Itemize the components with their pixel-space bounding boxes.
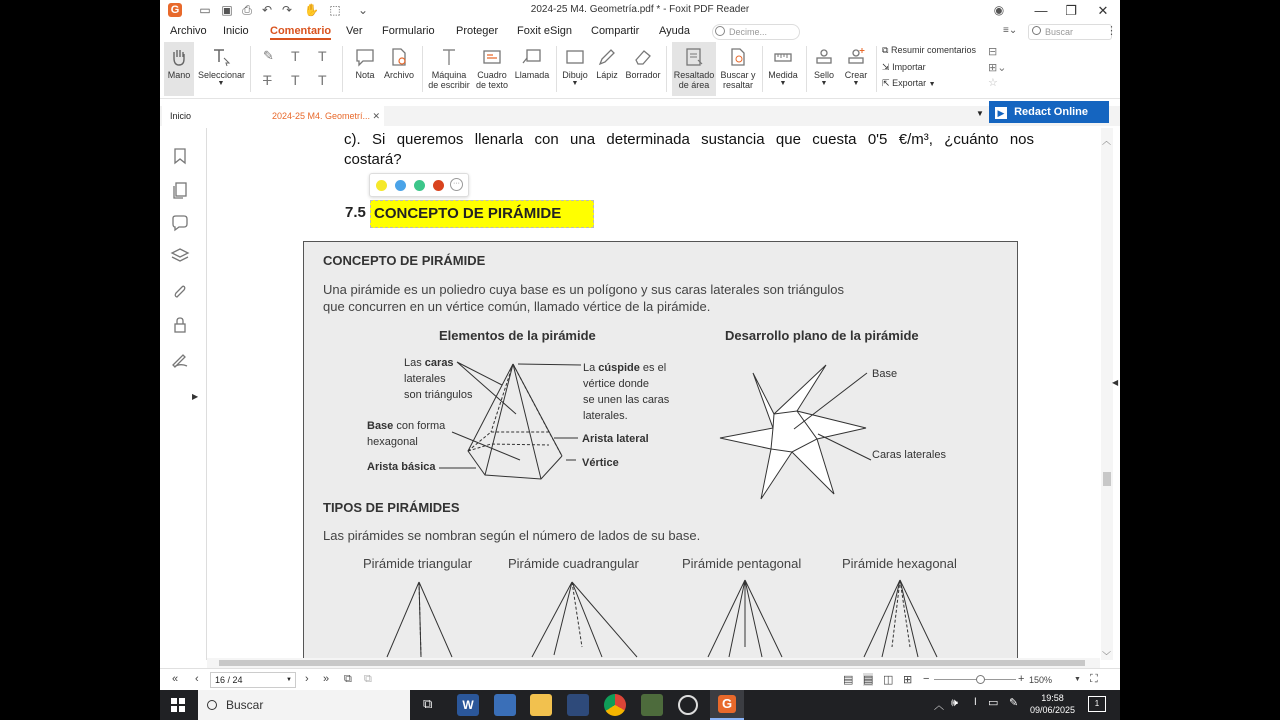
- title-bar: [160, 0, 1120, 22]
- attachment-icon[interactable]: [170, 281, 190, 301]
- eraser-label: Borrador: [625, 70, 661, 80]
- typewriter-button[interactable]: [426, 42, 472, 96]
- minimize-button[interactable]: —: [1034, 3, 1048, 18]
- next-page-icon[interactable]: ›: [305, 673, 309, 685]
- zoom-chevron-down-icon[interactable]: ▼: [1074, 676, 1081, 683]
- color-swatch-green[interactable]: [414, 180, 425, 191]
- elements-title: Elementos de la pirámide: [439, 328, 596, 343]
- eraser-button[interactable]: [624, 42, 662, 96]
- ribbon-comentario: [160, 42, 1120, 99]
- note-button[interactable]: [350, 42, 380, 96]
- menu-formulario[interactable]: Formulario: [382, 25, 435, 37]
- account-icon[interactable]: ◉: [993, 3, 1005, 17]
- squiggly-text-icon[interactable]: T: [318, 48, 327, 64]
- highlight-color-picker: [369, 173, 469, 197]
- chevron-down-icon: ▼: [928, 81, 936, 88]
- import-icon: ⇲: [882, 62, 890, 72]
- navigation-panel: [160, 128, 207, 660]
- foxit-window: [160, 0, 1120, 690]
- zoom-in-icon[interactable]: +: [1018, 673, 1025, 685]
- area-highlight-label-1: Resaltado: [673, 70, 715, 80]
- facing-page-icon[interactable]: ◫: [883, 674, 894, 686]
- color-swatch-blue[interactable]: [395, 180, 406, 191]
- hand-tool-button[interactable]: [164, 42, 194, 96]
- color-swatch-red[interactable]: [433, 180, 444, 191]
- label-base-hexagonal: Base con forma hexagonal: [367, 420, 446, 448]
- ribbon-separator: [342, 46, 343, 92]
- windows-taskbar: [160, 690, 1120, 720]
- summarize-icon: ⧉: [882, 45, 889, 55]
- copy-page-icon[interactable]: ⧉: [344, 673, 352, 685]
- menu-comentario[interactable]: Comentario: [270, 25, 331, 40]
- import-button[interactable]: [882, 62, 926, 73]
- zoom-out-icon[interactable]: −: [923, 673, 930, 685]
- tab-document[interactable]: [264, 106, 384, 126]
- taskbar-search-label: Buscar: [226, 698, 264, 712]
- summarize-comments-button[interactable]: [882, 45, 976, 56]
- calculator-app-icon[interactable]: [494, 694, 516, 716]
- expand-panel-arrow-icon[interactable]: ▶: [192, 392, 199, 401]
- pin-icon[interactable]: ☆: [988, 77, 998, 89]
- stamp-button[interactable]: [810, 42, 838, 96]
- area-highlight-icon: [683, 46, 705, 68]
- underline-text-icon[interactable]: T: [291, 48, 300, 64]
- import-label: Importar: [892, 62, 926, 72]
- definition-line: que concurren en un vértice común, llamado vértice de la pirámide.: [323, 299, 711, 314]
- menu-ver[interactable]: Ver: [346, 25, 363, 37]
- create-stamp-label: Crear: [844, 70, 868, 80]
- document-tab-bar: [160, 106, 1120, 126]
- search-highlight-label-1: Buscar y: [720, 70, 756, 80]
- undo-icon[interactable]: ↶: [261, 3, 273, 17]
- word-app-icon[interactable]: W: [457, 694, 479, 716]
- window-title: 2024-25 M4. Geometría.pdf * - Foxit PDF Reader: [530, 4, 750, 15]
- label-arista-lateral: Arista lateral: [582, 433, 649, 445]
- measure-label: Medida: [768, 70, 798, 80]
- chrome-app-icon[interactable]: [604, 694, 626, 716]
- file-explorer-icon[interactable]: [530, 694, 552, 716]
- find-options-icon[interactable]: ≡⌄: [1003, 25, 1018, 36]
- signature-icon[interactable]: [170, 349, 190, 369]
- summarize-label: Resumir comentarios: [890, 45, 976, 55]
- lightbulb-icon: [715, 26, 725, 36]
- area-highlight-button[interactable]: [672, 42, 716, 96]
- vertical-scrollbar[interactable]: [1101, 128, 1113, 660]
- textbox-button[interactable]: [474, 42, 510, 96]
- comment-list-icon[interactable]: ⊟: [988, 46, 998, 58]
- clock-date: 09/06/2025: [1030, 705, 1076, 715]
- chevron-down-icon: ▼: [820, 80, 828, 87]
- more-options-icon[interactable]: ⋮: [1106, 25, 1117, 37]
- stamp-label: Sello: [813, 70, 834, 80]
- taskbar-search-box[interactable]: [198, 690, 410, 720]
- tab-list-chevron-icon[interactable]: ▼: [976, 109, 984, 118]
- section-title-highlighted[interactable]: CONCEPTO DE PIRÁMIDE: [370, 200, 594, 228]
- development-title: Desarrollo plano de la pirámide: [725, 328, 919, 343]
- app-icon[interactable]: [641, 694, 663, 716]
- tab-home[interactable]: Inicio: [162, 106, 266, 126]
- tell-me-input[interactable]: Decime...: [712, 24, 800, 40]
- hand-tool-label: Mano: [167, 70, 191, 80]
- label-star-caras: Caras laterales: [872, 449, 946, 461]
- search-icon: [1032, 26, 1041, 35]
- pyramid-name-quadrangular: Pirámide cuadrangular: [508, 556, 639, 571]
- select-text-icon: [210, 46, 232, 68]
- scroll-up-arrow-icon[interactable]: ︿: [1102, 136, 1112, 146]
- zoom-level[interactable]: 150%: [1029, 675, 1053, 685]
- definition-line: Una pirámide es un poliedro cuya base es un polígono y sus caras laterales son triángulos: [323, 282, 845, 297]
- zoom-slider-handle[interactable]: [976, 675, 985, 684]
- create-stamp-button[interactable]: [842, 42, 870, 96]
- ruler-icon: [772, 46, 794, 68]
- insert-text-icon[interactable]: T: [318, 72, 327, 88]
- typewriter-label-2: de escribir: [428, 80, 470, 90]
- pen-icon[interactable]: ✎: [1009, 697, 1019, 709]
- typewriter-icon: [438, 46, 460, 68]
- file-attachment-button[interactable]: [382, 42, 416, 96]
- eraser-icon: [632, 46, 654, 68]
- types-text: Las pirámides se nombran según el número de lados de su base.: [323, 528, 701, 543]
- menu-proteger[interactable]: Proteger: [456, 25, 499, 37]
- collapse-right-panel-icon[interactable]: ◀: [1112, 378, 1119, 387]
- clock-app-icon[interactable]: [678, 695, 698, 715]
- network-icon[interactable]: ▭: [988, 697, 999, 709]
- ribbon-separator: [666, 46, 667, 92]
- types-heading: TIPOS DE PIRÁMIDES: [323, 500, 460, 515]
- stamp-icon: [813, 46, 835, 68]
- clock-time: 19:58: [1041, 693, 1064, 703]
- speaker-icon[interactable]: 🕪: [951, 697, 958, 709]
- chevron-down-icon: ▼: [571, 80, 579, 87]
- microphone-icon[interactable]: ⏽: [971, 696, 980, 708]
- label-caras-laterales: Las caras laterales son triángulos: [404, 357, 473, 401]
- horizontal-scrollbar[interactable]: [207, 658, 1100, 668]
- textbox-label-1: Cuadro: [477, 70, 507, 80]
- pyramid-name-triangular: Pirámide triangular: [363, 556, 473, 571]
- pencil-button[interactable]: [592, 42, 622, 96]
- hand-tool-icon[interactable]: ✋: [304, 3, 319, 17]
- ribbon-separator: [876, 46, 877, 92]
- create-stamp-icon: [845, 46, 867, 68]
- page-view-icon[interactable]: ⧉: [364, 673, 372, 685]
- label-star-base: Base: [872, 368, 898, 380]
- section-number: 7.5: [345, 204, 366, 221]
- scroll-down-arrow-icon[interactable]: ﹀: [1102, 651, 1112, 661]
- page-number-input[interactable]: [210, 672, 296, 688]
- customize-chevron-down-icon[interactable]: ⌄: [357, 3, 369, 17]
- paragraph-line: c). Si queremos llenarla con una determinada sustancia que cuesta 0'5 €/m³, ¿cuánto nos: [344, 131, 1034, 148]
- textbox-icon: [481, 46, 503, 68]
- last-page-icon[interactable]: »: [323, 673, 330, 685]
- restore-button[interactable]: ❐: [1065, 3, 1077, 18]
- first-page-icon[interactable]: «: [172, 673, 179, 685]
- fullscreen-icon[interactable]: ⛶: [1090, 673, 1098, 685]
- close-button[interactable]: ✕: [1097, 3, 1109, 18]
- replace-text-icon[interactable]: T: [291, 72, 300, 88]
- open-folder-icon[interactable]: ▭: [199, 3, 211, 17]
- paragraph-line: costará?: [344, 151, 402, 168]
- search-highlight-button[interactable]: [718, 42, 758, 96]
- strikeout-text-icon[interactable]: T: [263, 72, 272, 88]
- continuous-page-icon[interactable]: ▤: [863, 674, 874, 686]
- file-attachment-label: Archivo: [383, 70, 414, 80]
- single-page-icon[interactable]: ▤: [843, 674, 854, 686]
- menu-inicio[interactable]: Inicio: [223, 25, 249, 37]
- search-highlight-icon: [727, 46, 749, 68]
- ribbon-separator: [762, 46, 763, 92]
- print-icon[interactable]: ⎙: [242, 3, 252, 17]
- menu-compartir[interactable]: Compartir: [591, 25, 640, 37]
- pages-icon[interactable]: [170, 180, 190, 200]
- search-input[interactable]: Buscar: [1028, 24, 1112, 40]
- status-bar: [160, 668, 1120, 690]
- redo-icon[interactable]: ↷: [281, 3, 293, 17]
- hand-icon: [168, 46, 190, 68]
- color-swatch-yellow[interactable]: [376, 180, 387, 191]
- page-number: 16 / 24: [215, 675, 243, 685]
- redact-icon: ▶: [995, 107, 1007, 119]
- chevron-down-icon: ▼: [286, 677, 292, 683]
- select-tool-button[interactable]: [198, 42, 244, 96]
- tab-document-label: 2024-25 M4. Geometrí...: [272, 111, 371, 121]
- highlight-text-icon[interactable]: ✎: [263, 48, 274, 63]
- foxit-logo-icon: G: [168, 3, 182, 17]
- foxit-logo-icon: G: [718, 695, 736, 713]
- note-icon: [354, 46, 376, 68]
- select-box-icon[interactable]: ⬚: [329, 3, 341, 17]
- zoom-slider[interactable]: [934, 679, 1016, 680]
- ribbon-separator: [422, 46, 423, 92]
- callout-icon: [521, 46, 543, 68]
- pyramid-name-hexagonal: Pirámide hexagonal: [842, 556, 957, 571]
- pyramid-types-diagram: [304, 577, 1017, 658]
- redact-online-button[interactable]: [989, 101, 1109, 123]
- label-cuspide: La cúspide es el vértice donde se unen las caras laterales.: [583, 362, 670, 422]
- vertical-scroll-thumb[interactable]: [1103, 472, 1111, 486]
- layers-icon[interactable]: [170, 246, 190, 266]
- notifications-icon[interactable]: 1: [1088, 696, 1106, 712]
- horizontal-scroll-thumb[interactable]: [219, 660, 1085, 666]
- comment-filter-icon[interactable]: ⊞⌄: [988, 62, 1007, 74]
- tray-chevron-up-icon[interactable]: ︿: [934, 701, 944, 712]
- system-clock[interactable]: [1030, 692, 1075, 716]
- windows-start-icon[interactable]: [171, 698, 185, 712]
- menu-archivo[interactable]: Archivo: [170, 25, 207, 37]
- save-icon[interactable]: ▣: [221, 3, 233, 17]
- area-highlight-label-2: de área: [678, 80, 710, 90]
- ribbon-separator: [806, 46, 807, 92]
- pencil-label: Lápiz: [596, 70, 618, 80]
- export-label: Exportar: [892, 78, 927, 88]
- pyramid-figure-box: [303, 241, 1018, 658]
- pyramid-name-pentagonal: Pirámide pentagonal: [682, 556, 802, 571]
- more-colors-icon[interactable]: ···: [450, 178, 463, 191]
- rectangle-icon: [564, 46, 586, 68]
- file-attach-icon: [388, 46, 410, 68]
- textbox-label-2: de texto: [475, 80, 509, 90]
- callout-button[interactable]: [512, 42, 552, 96]
- bookmark-icon[interactable]: [170, 146, 190, 166]
- drawing-button[interactable]: [558, 42, 592, 96]
- export-icon: ⇱: [882, 78, 890, 88]
- chevron-down-icon: ▼: [852, 80, 860, 87]
- search-highlight-label-2: resaltar: [722, 80, 753, 90]
- label-arista-basica: Arista básica: [367, 461, 436, 473]
- pdf-page-view: [207, 128, 1100, 658]
- close-tab-icon[interactable]: ✕: [372, 111, 380, 121]
- callout-label: Llamada: [514, 70, 550, 80]
- drawing-label: Dibujo: [562, 70, 588, 80]
- select-tool-label: Seleccionar: [198, 70, 246, 80]
- previous-page-icon[interactable]: ‹: [195, 673, 199, 685]
- label-vertice: Vértice: [582, 457, 619, 469]
- menu-bar: [160, 22, 1120, 42]
- note-label: Nota: [355, 70, 375, 80]
- taskbar-search-icon: [207, 700, 217, 710]
- menu-ayuda[interactable]: Ayuda: [659, 25, 690, 37]
- figure-heading: CONCEPTO DE PIRÁMIDE: [323, 253, 486, 268]
- typewriter-label-1: Máquina: [431, 70, 467, 80]
- chevron-down-icon: ▼: [217, 80, 225, 87]
- ribbon-separator: [250, 46, 251, 92]
- security-lock-icon[interactable]: [170, 315, 190, 335]
- chevron-down-icon: ▼: [779, 80, 787, 87]
- task-view-icon[interactable]: ⧉: [423, 696, 433, 711]
- export-button[interactable]: [882, 78, 936, 89]
- redact-online-label: Redact Online: [1014, 106, 1089, 118]
- menu-foxit-esign[interactable]: Foxit eSign: [517, 25, 573, 37]
- pencil-icon: [596, 46, 618, 68]
- foxit-taskbar-icon[interactable]: [710, 690, 744, 720]
- snipping-tool-icon[interactable]: [567, 694, 589, 716]
- ribbon-separator: [556, 46, 557, 92]
- comments-icon[interactable]: [170, 213, 190, 233]
- measure-button[interactable]: [764, 42, 802, 96]
- continuous-facing-icon[interactable]: ⊞: [903, 674, 913, 686]
